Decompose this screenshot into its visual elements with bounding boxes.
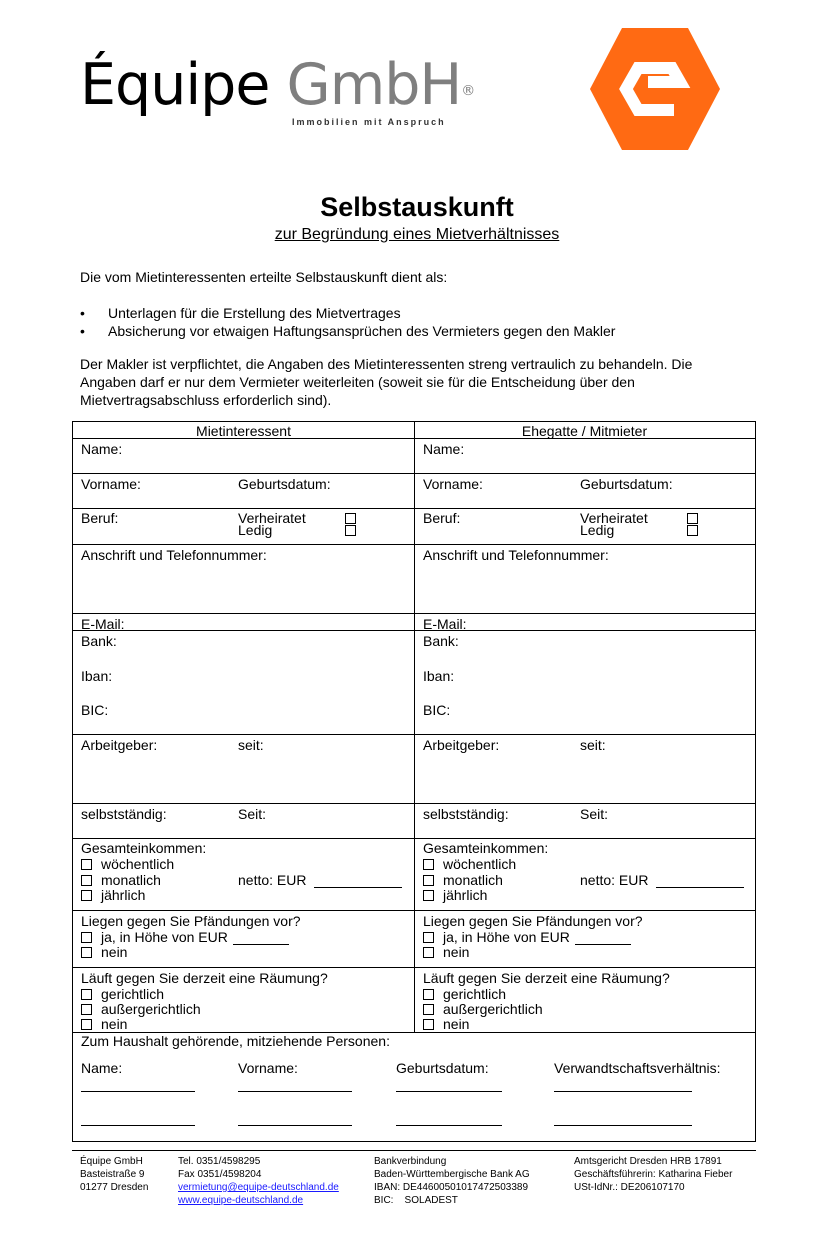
pfaendung-ja-option[interactable]: ja, in Höhe von EUR — [423, 929, 570, 945]
haushalt-heading: Zum Haushalt gehörende, mitziehende Personen: — [81, 1033, 390, 1049]
verheiratet-label: Verheiratet — [580, 510, 648, 526]
haushalt-verwandtschaft-line[interactable] — [554, 1125, 692, 1126]
gerichtlich-checkbox[interactable] — [423, 989, 434, 1000]
raeumung-question: Läuft gegen Sie derzeit eine Räumung? — [423, 970, 670, 986]
netto-label: netto: EUR — [238, 872, 307, 888]
pfaendung-nein-option[interactable]: nein — [423, 944, 469, 960]
verheiratet-checkbox[interactable] — [687, 513, 698, 524]
name-label: Name: — [423, 441, 465, 457]
seit-label: seit: — [580, 737, 606, 753]
pfaendung-nein-checkbox[interactable] — [423, 947, 434, 958]
footer-company-city: 01277 Dresden — [80, 1182, 149, 1193]
monatlich-option[interactable]: monatlich — [81, 872, 161, 888]
gerichtlich-option[interactable]: gerichtlich — [81, 986, 164, 1002]
pfaendung-ja-checkbox[interactable] — [423, 932, 434, 943]
brand-tagline: Immobilien mit Anspruch — [292, 117, 446, 127]
name-label: Name: — [81, 441, 123, 457]
anschrift-label: Anschrift und Telefonnummer: — [81, 547, 267, 563]
haushalt-name-label: Name: — [81, 1060, 123, 1076]
vorname-label: Vorname: — [423, 476, 483, 492]
pfaendung-amount-line[interactable] — [233, 944, 289, 945]
selbststaendig-label: selbstständig: — [423, 806, 509, 822]
haushalt-geburtsdatum-line[interactable] — [396, 1091, 502, 1092]
haushalt-verwandtschaft-label: Verwandtschaftsverhältnis: — [554, 1060, 721, 1076]
registered-mark: ® — [461, 83, 475, 99]
bic-label: BIC: — [423, 702, 451, 718]
selbstauskunft-form — [72, 421, 756, 1142]
selbststaendig-label: selbstständig: — [81, 806, 167, 822]
footer-phone: Tel. 0351/4598295 — [178, 1156, 261, 1167]
column-header-mietinteressent: Mietinteressent — [196, 423, 291, 439]
haushalt-verwandtschaft-line[interactable] — [554, 1091, 692, 1092]
vorname-label: Vorname: — [81, 476, 141, 492]
seit-selbststaendig-label: Seit: — [238, 806, 267, 822]
column-header-ehegatte: Ehegatte / Mitmieter — [521, 423, 648, 439]
raeumung-nein-checkbox[interactable] — [81, 1019, 92, 1030]
footer-bank-heading: Bankverbindung — [374, 1156, 447, 1167]
gesamteinkommen-label: Gesamteinkommen: — [81, 840, 207, 856]
haushalt-name-line[interactable] — [81, 1091, 195, 1092]
raeumung-nein-checkbox[interactable] — [423, 1019, 434, 1030]
bic-label: BIC: — [81, 702, 109, 718]
footer-iban: IBAN: DE44600501017472503389 — [374, 1182, 529, 1193]
monatlich-option[interactable]: monatlich — [423, 872, 503, 888]
pfaendung-question: Liegen gegen Sie Pfändungen vor? — [423, 913, 643, 929]
pfaendung-nein-checkbox[interactable] — [81, 947, 92, 958]
footer-ceo: Geschäftsführerin: Katharina Fieber — [574, 1169, 733, 1180]
haushalt-geburtsdatum-label: Geburtsdatum: — [396, 1060, 489, 1076]
jaehrlich-checkbox[interactable] — [81, 890, 92, 901]
ledig-checkbox[interactable] — [687, 525, 698, 536]
page-subtitle: zur Begründung eines Mietverhältnisses — [274, 226, 560, 243]
bank-label: Bank: — [81, 633, 117, 649]
brand-logo-text — [80, 52, 474, 118]
jaehrlich-checkbox[interactable] — [423, 890, 434, 901]
column-divider — [414, 422, 415, 1033]
footer-company-street: Basteistraße 9 — [80, 1169, 145, 1180]
equipe-logo-icon — [590, 26, 720, 152]
ledig-checkbox[interactable] — [345, 525, 356, 536]
footer-company-name: Équipe GmbH — [80, 1156, 143, 1167]
brand-name-part1: Équipe — [80, 52, 270, 118]
beruf-label: Beruf: — [423, 510, 461, 526]
raeumung-question: Läuft gegen Sie derzeit eine Räumung? — [81, 970, 328, 986]
gerichtlich-option[interactable]: gerichtlich — [423, 986, 506, 1002]
verheiratet-label: Verheiratet — [238, 510, 306, 526]
jaehrlich-option[interactable]: jährlich — [423, 887, 487, 903]
seit-selbststaendig-label: Seit: — [580, 806, 609, 822]
footer-court: Amtsgericht Dresden HRB 17891 — [574, 1156, 722, 1167]
raeumung-nein-option[interactable]: nein — [81, 1016, 127, 1032]
monatlich-checkbox[interactable] — [423, 875, 434, 886]
pfaendung-ja-checkbox[interactable] — [81, 932, 92, 943]
iban-label: Iban: — [81, 668, 113, 684]
aussergerichtlich-option[interactable]: außergerichtlich — [423, 1001, 543, 1017]
arbeitgeber-label: Arbeitgeber: — [81, 737, 158, 753]
netto-input-line[interactable] — [314, 887, 402, 888]
pfaendung-question: Liegen gegen Sie Pfändungen vor? — [81, 913, 301, 929]
gerichtlich-checkbox[interactable] — [81, 989, 92, 1000]
woechentlich-option[interactable]: wöchentlich — [81, 856, 174, 872]
footer-divider — [72, 1150, 756, 1151]
footer-website-link[interactable]: www.equipe-deutschland.de — [178, 1195, 304, 1206]
netto-label: netto: EUR — [580, 872, 649, 888]
aussergerichtlich-checkbox[interactable] — [81, 1004, 92, 1015]
haushalt-name-line[interactable] — [81, 1125, 195, 1126]
woechentlich-checkbox[interactable] — [423, 859, 434, 870]
beruf-label: Beruf: — [81, 510, 119, 526]
haushalt-geburtsdatum-line[interactable] — [396, 1125, 502, 1126]
ledig-label: Ledig — [238, 522, 273, 538]
purpose-item: • Unterlagen für die Erstellung des Mietvertrages — [80, 304, 615, 322]
monatlich-checkbox[interactable] — [81, 875, 92, 886]
seit-label: seit: — [238, 737, 264, 753]
iban-label: Iban: — [423, 668, 455, 684]
anschrift-label: Anschrift und Telefonnummer: — [423, 547, 609, 563]
purpose-list — [80, 304, 615, 340]
pfaendung-amount-line[interactable] — [575, 944, 631, 945]
footer-bic: BIC: SOLADEST — [374, 1195, 458, 1206]
woechentlich-option[interactable]: wöchentlich — [423, 856, 516, 872]
footer-email-link[interactable]: vermietung@equipe-deutschland.de — [178, 1182, 339, 1193]
pfaendung-ja-option[interactable]: ja, in Höhe von EUR — [81, 929, 228, 945]
aussergerichtlich-option[interactable]: außergerichtlich — [81, 1001, 201, 1017]
gesamteinkommen-label: Gesamteinkommen: — [423, 840, 549, 856]
purpose-item: • Absicherung vor etwaigen Haftungsansprüchen des Vermieters gegen den Makler — [80, 322, 615, 340]
footer-bank-name: Baden-Württembergische Bank AG — [374, 1169, 530, 1180]
brand-name-part2: GmbH — [286, 52, 462, 118]
raeumung-nein-option[interactable]: nein — [423, 1016, 469, 1032]
haushalt-vorname-line[interactable] — [238, 1125, 352, 1126]
geburtsdatum-label: Geburtsdatum: — [580, 476, 673, 492]
netto-input-line[interactable] — [656, 887, 744, 888]
geburtsdatum-label: Geburtsdatum: — [238, 476, 331, 492]
jaehrlich-option[interactable]: jährlich — [81, 887, 145, 903]
email-label: E-Mail: — [423, 616, 467, 632]
haushalt-vorname-label: Vorname: — [238, 1060, 298, 1076]
pfaendung-nein-option[interactable]: nein — [81, 944, 127, 960]
woechentlich-checkbox[interactable] — [81, 859, 92, 870]
haushalt-vorname-line[interactable] — [238, 1091, 352, 1092]
ledig-label: Ledig — [580, 522, 615, 538]
footer-fax: Fax 0351/4598204 — [178, 1169, 262, 1180]
arbeitgeber-label: Arbeitgeber: — [423, 737, 500, 753]
email-label: E-Mail: — [81, 616, 125, 632]
page-title: Selbstauskunft — [320, 192, 514, 222]
intro-text: Die vom Mietinteressenten erteilte Selbstauskunft dient als: — [80, 269, 448, 285]
bank-label: Bank: — [423, 633, 459, 649]
verheiratet-checkbox[interactable] — [345, 513, 356, 524]
footer-vat: USt-IdNr.: DE206107170 — [574, 1182, 685, 1193]
aussergerichtlich-checkbox[interactable] — [423, 1004, 434, 1015]
privacy-notice: Der Makler ist verpflichtet, die Angaben des Mietinteressenten streng vertraulich zu behandeln. Die Angaben darf er nur dem Vermieter weiterleiten (soweit sie für die Entscheidung über den Mietvertragsabschluss erforderlich sind). — [80, 356, 693, 408]
